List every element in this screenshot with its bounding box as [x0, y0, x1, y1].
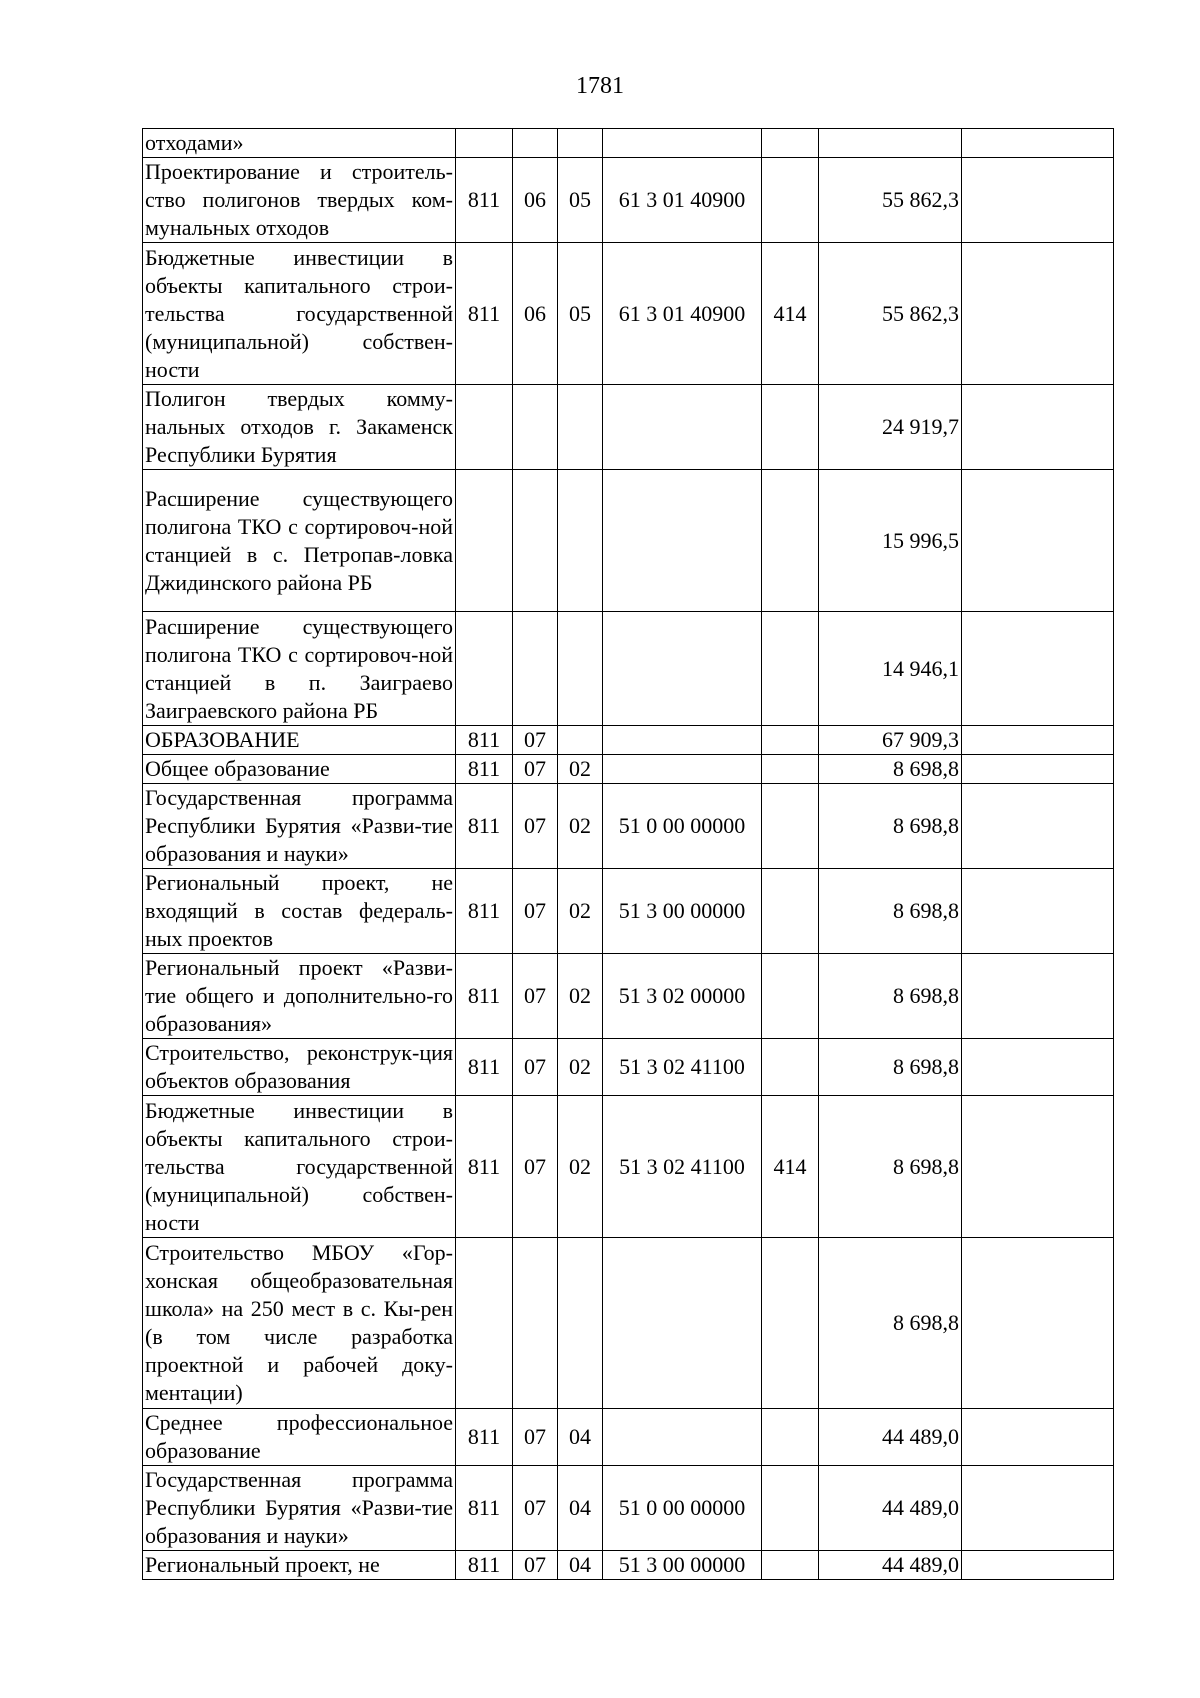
row-section-cell: 07: [513, 954, 558, 1039]
table-row: [143, 755, 1114, 784]
row-subsection-cell: 02: [558, 784, 603, 869]
row-extra-cell: [962, 129, 1114, 158]
row-name-cell: Бюджетные инвестиции в объекты капитального строи-тельства государственной (муниципальной) собствен-ности: [143, 243, 456, 385]
table-row: [143, 954, 1114, 1039]
row-amount-cell: 44 489,0: [819, 1409, 962, 1466]
row-extra-cell: [962, 158, 1114, 243]
row-extra-cell: [962, 726, 1114, 755]
row-section-cell: 07: [513, 755, 558, 784]
row-target-article-cell: 51 3 00 00000: [603, 1551, 762, 1580]
row-target-article-cell: 51 0 00 00000: [603, 784, 762, 869]
row-subsection-cell: 02: [558, 869, 603, 954]
row-section-cell: 06: [513, 158, 558, 243]
row-amount-cell: [819, 129, 962, 158]
table-row: [143, 1238, 1114, 1409]
row-amount-cell: 8 698,8: [819, 1039, 962, 1096]
row-amount-cell: 15 996,5: [819, 470, 962, 612]
row-name-cell: Общее образование: [143, 755, 456, 784]
row-expense-type-cell: [762, 470, 819, 612]
row-subsection-cell: 02: [558, 954, 603, 1039]
row-grbs-cell: 811: [456, 1409, 513, 1466]
row-grbs-cell: 811: [456, 1039, 513, 1096]
row-extra-cell: [962, 243, 1114, 385]
row-extra-cell: [962, 1039, 1114, 1096]
row-subsection-cell: [558, 1238, 603, 1409]
row-grbs-cell: [456, 129, 513, 158]
row-expense-type-cell: [762, 726, 819, 755]
row-expense-type-cell: [762, 869, 819, 954]
budget-table: [142, 128, 1114, 1580]
table-row: [143, 1409, 1114, 1466]
row-extra-cell: [962, 1238, 1114, 1409]
row-name-cell: Региональный проект, не: [143, 1551, 456, 1580]
row-expense-type-cell: [762, 1238, 819, 1409]
row-target-article-cell: [603, 755, 762, 784]
row-section-cell: 07: [513, 726, 558, 755]
row-amount-cell: 8 698,8: [819, 784, 962, 869]
table-row: [143, 784, 1114, 869]
table-row: [143, 129, 1114, 158]
row-amount-cell: 44 489,0: [819, 1466, 962, 1551]
row-section-cell: 07: [513, 1409, 558, 1466]
row-expense-type-cell: [762, 954, 819, 1039]
row-extra-cell: [962, 1551, 1114, 1580]
row-amount-cell: 44 489,0: [819, 1551, 962, 1580]
row-target-article-cell: [603, 612, 762, 726]
row-name-cell: Расширение существующего полигона ТКО с сортировоч-ной станцией в с. Петропав-ловка Джидинского района РБ: [143, 470, 456, 612]
row-amount-cell: 8 698,8: [819, 1096, 962, 1238]
row-amount-cell: 8 698,8: [819, 954, 962, 1039]
row-grbs-cell: 811: [456, 158, 513, 243]
row-subsection-cell: [558, 612, 603, 726]
row-grbs-cell: 811: [456, 243, 513, 385]
table-row: [143, 612, 1114, 726]
row-name-cell: Государственная программа Республики Бурятия «Разви-тие образования и науки»: [143, 1466, 456, 1551]
table-row: [143, 726, 1114, 755]
table-row: [143, 243, 1114, 385]
row-target-article-cell: [603, 1238, 762, 1409]
row-extra-cell: [962, 470, 1114, 612]
row-grbs-cell: 811: [456, 1466, 513, 1551]
row-amount-cell: 55 862,3: [819, 158, 962, 243]
row-target-article-cell: 51 3 00 00000: [603, 869, 762, 954]
row-target-article-cell: [603, 1409, 762, 1466]
row-grbs-cell: 811: [456, 1096, 513, 1238]
table-row: [143, 1551, 1114, 1580]
row-subsection-cell: 05: [558, 158, 603, 243]
row-amount-cell: 8 698,8: [819, 869, 962, 954]
table-row: [143, 385, 1114, 470]
row-name-cell: Строительство, реконструк-ция объектов образования: [143, 1039, 456, 1096]
page-number: 1781: [576, 73, 624, 99]
row-target-article-cell: 61 3 01 40900: [603, 158, 762, 243]
row-grbs-cell: 811: [456, 954, 513, 1039]
row-section-cell: [513, 470, 558, 612]
row-name-cell: Государственная программа Республики Бурятия «Разви-тие образования и науки»: [143, 784, 456, 869]
table-row: [143, 158, 1114, 243]
table-row: [143, 1039, 1114, 1096]
row-expense-type-cell: 414: [762, 243, 819, 385]
row-expense-type-cell: [762, 129, 819, 158]
row-amount-cell: 24 919,7: [819, 385, 962, 470]
row-target-article-cell: 51 3 02 00000: [603, 954, 762, 1039]
row-expense-type-cell: [762, 1551, 819, 1580]
row-amount-cell: 8 698,8: [819, 755, 962, 784]
row-section-cell: 07: [513, 1466, 558, 1551]
row-subsection-cell: 02: [558, 1096, 603, 1238]
row-grbs-cell: [456, 612, 513, 726]
row-subsection-cell: [558, 129, 603, 158]
row-expense-type-cell: [762, 1466, 819, 1551]
row-target-article-cell: 51 3 02 41100: [603, 1039, 762, 1096]
row-extra-cell: [962, 1409, 1114, 1466]
row-grbs-cell: 811: [456, 1551, 513, 1580]
row-extra-cell: [962, 1466, 1114, 1551]
row-name-cell: ОБРАЗОВАНИЕ: [143, 726, 456, 755]
row-name-cell: Строительство МБОУ «Гор-хонская общеобразовательная школа» на 250 мест в с. Кы-рен (в том числе разработка проектной и рабочей доку-ментации): [143, 1238, 456, 1409]
row-name-cell: Региональный проект «Разви-тие общего и дополнительно-го образования»: [143, 954, 456, 1039]
table-row: [143, 470, 1114, 612]
row-subsection-cell: 02: [558, 1039, 603, 1096]
row-section-cell: 07: [513, 1096, 558, 1238]
row-expense-type-cell: [762, 1039, 819, 1096]
row-amount-cell: 55 862,3: [819, 243, 962, 385]
row-section-cell: 07: [513, 1551, 558, 1580]
row-extra-cell: [962, 1096, 1114, 1238]
row-target-article-cell: [603, 385, 762, 470]
row-name-cell: Бюджетные инвестиции в объекты капитального строи-тельства государственной (муниципальной) собствен-ности: [143, 1096, 456, 1238]
row-expense-type-cell: [762, 784, 819, 869]
row-name-cell: отходами»: [143, 129, 456, 158]
row-name-cell: Проектирование и строитель-ство полигонов твердых ком-мунальных отходов: [143, 158, 456, 243]
row-grbs-cell: 811: [456, 784, 513, 869]
row-subsection-cell: [558, 470, 603, 612]
row-amount-cell: 14 946,1: [819, 612, 962, 726]
row-expense-type-cell: [762, 1409, 819, 1466]
row-section-cell: [513, 385, 558, 470]
row-name-cell: Региональный проект, не входящий в состав федераль-ных проектов: [143, 869, 456, 954]
row-grbs-cell: [456, 385, 513, 470]
row-grbs-cell: [456, 1238, 513, 1409]
table-row: [143, 869, 1114, 954]
row-section-cell: [513, 1238, 558, 1409]
row-section-cell: 07: [513, 869, 558, 954]
row-section-cell: [513, 612, 558, 726]
row-extra-cell: [962, 612, 1114, 726]
row-extra-cell: [962, 755, 1114, 784]
row-expense-type-cell: [762, 385, 819, 470]
row-section-cell: [513, 129, 558, 158]
row-extra-cell: [962, 869, 1114, 954]
row-extra-cell: [962, 385, 1114, 470]
row-grbs-cell: 811: [456, 869, 513, 954]
table-row: [143, 1096, 1114, 1238]
row-subsection-cell: 04: [558, 1551, 603, 1580]
row-expense-type-cell: [762, 158, 819, 243]
row-target-article-cell: [603, 470, 762, 612]
table-body: [143, 129, 1114, 1580]
row-target-article-cell: 51 0 00 00000: [603, 1466, 762, 1551]
row-extra-cell: [962, 784, 1114, 869]
row-target-article-cell: 61 3 01 40900: [603, 243, 762, 385]
row-target-article-cell: 51 3 02 41100: [603, 1096, 762, 1238]
row-subsection-cell: 04: [558, 1466, 603, 1551]
row-grbs-cell: 811: [456, 755, 513, 784]
row-expense-type-cell: [762, 612, 819, 726]
row-amount-cell: 8 698,8: [819, 1238, 962, 1409]
row-grbs-cell: 811: [456, 726, 513, 755]
row-subsection-cell: 02: [558, 755, 603, 784]
row-subsection-cell: [558, 385, 603, 470]
row-subsection-cell: 05: [558, 243, 603, 385]
row-section-cell: 07: [513, 1039, 558, 1096]
row-name-cell: Полигон твердых комму-нальных отходов г. Закаменск Республики Бурятия: [143, 385, 456, 470]
row-name-cell: Расширение существующего полигона ТКО с сортировоч-ной станцией в п. Заиграево Заиграевского района РБ: [143, 612, 456, 726]
row-name-cell: Среднее профессиональное образование: [143, 1409, 456, 1466]
row-extra-cell: [962, 954, 1114, 1039]
row-grbs-cell: [456, 470, 513, 612]
row-expense-type-cell: 414: [762, 1096, 819, 1238]
row-section-cell: 06: [513, 243, 558, 385]
row-amount-cell: 67 909,3: [819, 726, 962, 755]
row-section-cell: 07: [513, 784, 558, 869]
row-expense-type-cell: [762, 755, 819, 784]
row-target-article-cell: [603, 129, 762, 158]
row-subsection-cell: [558, 726, 603, 755]
row-subsection-cell: 04: [558, 1409, 603, 1466]
row-target-article-cell: [603, 726, 762, 755]
table-row: [143, 1466, 1114, 1551]
